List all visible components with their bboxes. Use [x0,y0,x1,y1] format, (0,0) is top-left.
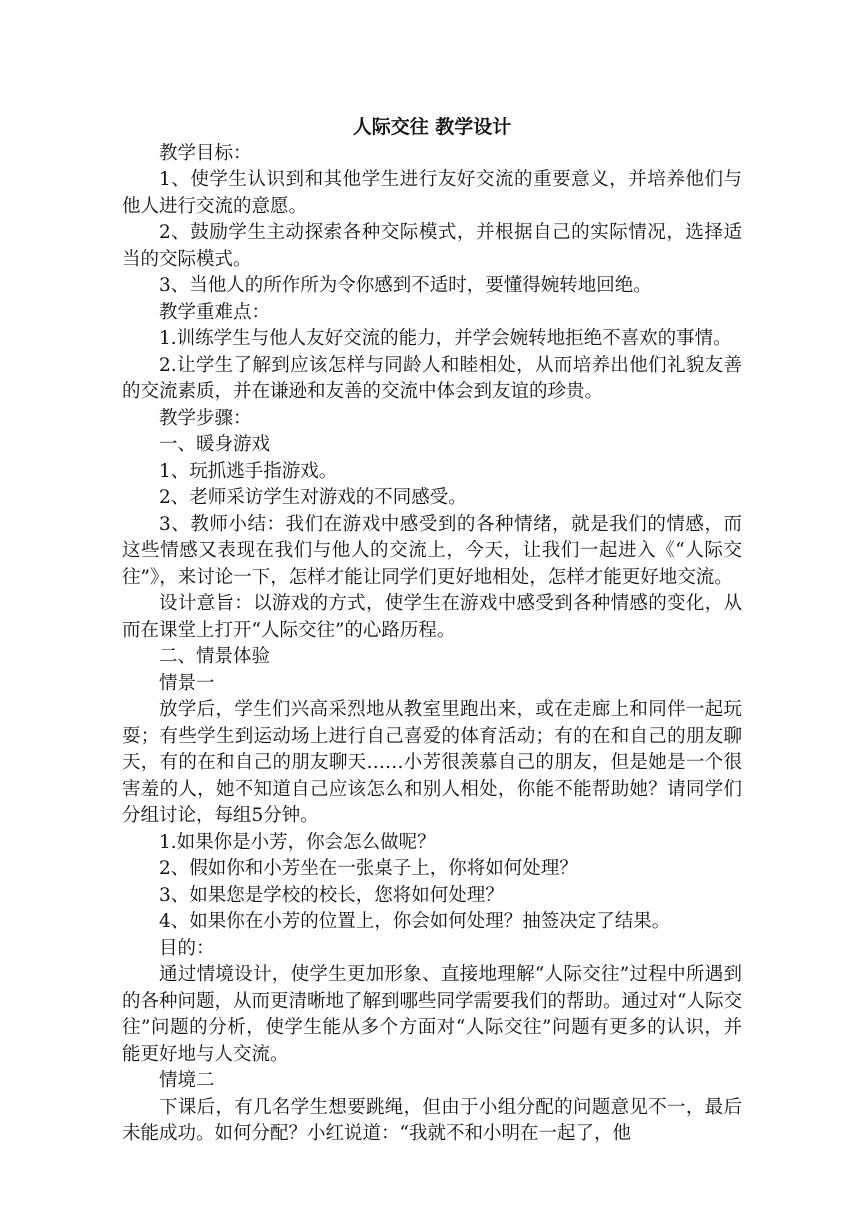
subsection-heading: 情境二 [159,1070,215,1091]
paragraph: 放学后，学生们兴高采烈地从教室里跑出来，或在走廊上和同伴一起玩耍；有些学生到运动场上进行自己喜爱的体育活动；有的在和自己的朋友聊天，有的在和自己的朋友聊天……小芳很羡慕自己的朋友，但是她是一个很害羞的人，她不知道自己应该怎么和别人相处，你能不能帮助她？请同学们分组讨论，每组5分钟。 [122,699,742,826]
paragraph: 1、使学生认识到和其他学生进行友好交流的重要意义，并培养他们与他人进行交流的意愿。 [122,169,742,217]
heading-key-points: 教学重难点： [159,301,271,323]
heading-objectives: 教学目标： [159,142,252,164]
paragraph: 1.训练学生与他人友好交流的能力，并学会婉转地拒绝不喜欢的事情。 [159,328,732,349]
question-item: 3、如果您是学校的校长，您将如何处理？ [159,884,504,906]
section-heading: 二、情景体验 [159,646,271,667]
heading-steps: 教学步骤： [159,407,252,429]
document-body [122,114,742,1148]
paragraph: 3、当他人的所作所为令你感到不适时，要懂得婉转地回绝。 [159,275,652,296]
heading-purpose: 目的： [159,937,215,959]
section-heading: 一、暖身游戏 [159,434,271,455]
paragraph: 通过情境设计，使学生更加形象、直接地理解“人际交往”过程中所遇到的各种问题，从而更清晰地了解到哪些同学需要我们的帮助。通过对“人际交往”问题的分析，使学生能从多个方面对“人际交往”问题有更多的认识，并能更好地与人交流。 [122,964,742,1065]
question-item: 1.如果你是小芳，你会怎么做呢？ [159,831,436,853]
question-item: 4、如果你在小芳的位置上，你会如何处理？抽签决定了结果。 [159,911,671,932]
subsection-heading: 情景一 [159,672,215,694]
paragraph: 3、教师小结：我们在游戏中感受到的各种情绪，就是我们的情感，而这些情感又表现在我们与他人的交流上，今天，让我们一起进入《“人际交往”》，来讨论一下，怎样才能让同学们更好地相处，怎样才能更好地交流。 [122,513,742,588]
document-title: 人际交往 教学设计 [352,116,512,138]
question-item: 2、假如你和小芳坐在一张桌子上，你将如何处理？ [159,858,578,879]
paragraph: 1、玩抓逃手指游戏。 [159,460,338,482]
paragraph: 下课后，有几名学生想要跳绳，但由于小组分配的问题意见不一，最后未能成功。如何分配？小红说道：“我就不和小明在一起了，他 [122,1096,742,1144]
paragraph: 2.让学生了解到应该怎样与同龄人和睦相处，从而培养出他们礼貌友善的交流素质，并在谦逊和友善的交流中体会到友谊的珍贵。 [122,354,742,402]
paragraph: 2、老师采访学生对游戏的不同感受。 [159,487,467,508]
paragraph: 设计意旨：以游戏的方式，使学生在游戏中感受到各种情感的变化，从而在课堂上打开“人际交往”的心路历程。 [122,593,742,641]
paragraph: 2、鼓励学生主动探索各种交际模式，并根据自己的实际情况，选择适当的交际模式。 [122,222,742,270]
